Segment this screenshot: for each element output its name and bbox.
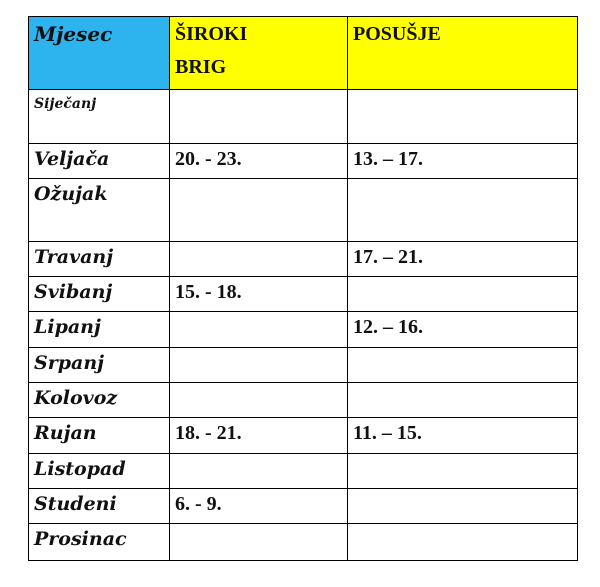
schedule-table: [28, 16, 578, 561]
month-cell: [29, 242, 170, 277]
siroki-brig-cell: [170, 348, 348, 383]
posusje-header-label: POSUŠJE: [353, 23, 441, 45]
siroki-brig-cell: [170, 454, 348, 489]
siroki-brig-cell: [170, 277, 348, 312]
month-cell: [29, 383, 170, 418]
posusje-cell: [348, 144, 578, 179]
posusje-cell: [348, 90, 578, 144]
table-row: [29, 144, 578, 179]
month-label: Veljača: [34, 148, 110, 170]
month-cell: [29, 489, 170, 524]
month-cell: [29, 144, 170, 179]
month-header-cell: [29, 17, 170, 90]
table-row: [29, 90, 578, 144]
month-label: Travanj: [34, 246, 114, 268]
siroki-brig-value: 20. - 23.: [175, 148, 242, 170]
siroki-brig-value: 15. - 18.: [175, 281, 242, 303]
table-row: [29, 179, 578, 242]
posusje-cell: [348, 489, 578, 524]
siroki-brig-cell: [170, 383, 348, 418]
posusje-header-cell: [348, 17, 578, 90]
month-cell: [29, 90, 170, 144]
posusje-value: 17. – 21.: [353, 246, 423, 268]
posusje-cell: [348, 312, 578, 348]
month-header-label: Mjesec: [34, 22, 113, 46]
month-cell: [29, 277, 170, 312]
month-cell: [29, 179, 170, 242]
posusje-cell: [348, 242, 578, 277]
month-label: Listopad: [34, 458, 126, 480]
month-cell: [29, 348, 170, 383]
siroki-brig-cell: [170, 312, 348, 348]
posusje-cell: [348, 179, 578, 242]
table-row: [29, 312, 578, 348]
table-row: [29, 383, 578, 418]
month-label: Srpanj: [34, 352, 105, 374]
table-row: [29, 348, 578, 383]
posusje-value: 13. – 17.: [353, 148, 423, 170]
posusje-cell: [348, 418, 578, 454]
siroki-brig-value: 6. - 9.: [175, 493, 222, 515]
posusje-cell: [348, 383, 578, 418]
month-label: Prosinac: [34, 528, 127, 550]
month-label: Siječanj: [34, 96, 97, 112]
siroki-brig-cell: [170, 418, 348, 454]
table-row: [29, 242, 578, 277]
posusje-value: 12. – 16.: [353, 316, 423, 338]
header-row: [29, 17, 578, 90]
month-cell: [29, 312, 170, 348]
siroki-brig-cell: [170, 179, 348, 242]
month-label: Rujan: [34, 422, 97, 444]
table-row: [29, 277, 578, 312]
posusje-cell: [348, 277, 578, 312]
siroki-brig-header-label: ŠIROKI BRIG: [175, 23, 248, 78]
month-cell: [29, 418, 170, 454]
posusje-cell: [348, 348, 578, 383]
month-label: Studeni: [34, 493, 117, 515]
siroki-brig-cell: [170, 524, 348, 561]
posusje-value: 11. – 15.: [353, 422, 422, 444]
posusje-cell: [348, 454, 578, 489]
table-row: [29, 454, 578, 489]
month-cell: [29, 524, 170, 561]
table-row: [29, 524, 578, 561]
siroki-brig-cell: [170, 489, 348, 524]
month-label: Kolovoz: [34, 387, 118, 409]
siroki-brig-cell: [170, 90, 348, 144]
siroki-brig-header-cell: [170, 17, 348, 90]
month-label: Ožujak: [34, 183, 108, 205]
table-row: [29, 489, 578, 524]
siroki-brig-value: 18. - 21.: [175, 422, 242, 444]
month-label: Lipanj: [34, 316, 101, 338]
month-cell: [29, 454, 170, 489]
month-label: Svibanj: [34, 281, 113, 303]
posusje-cell: [348, 524, 578, 561]
siroki-brig-cell: [170, 242, 348, 277]
table-row: [29, 418, 578, 454]
siroki-brig-cell: [170, 144, 348, 179]
